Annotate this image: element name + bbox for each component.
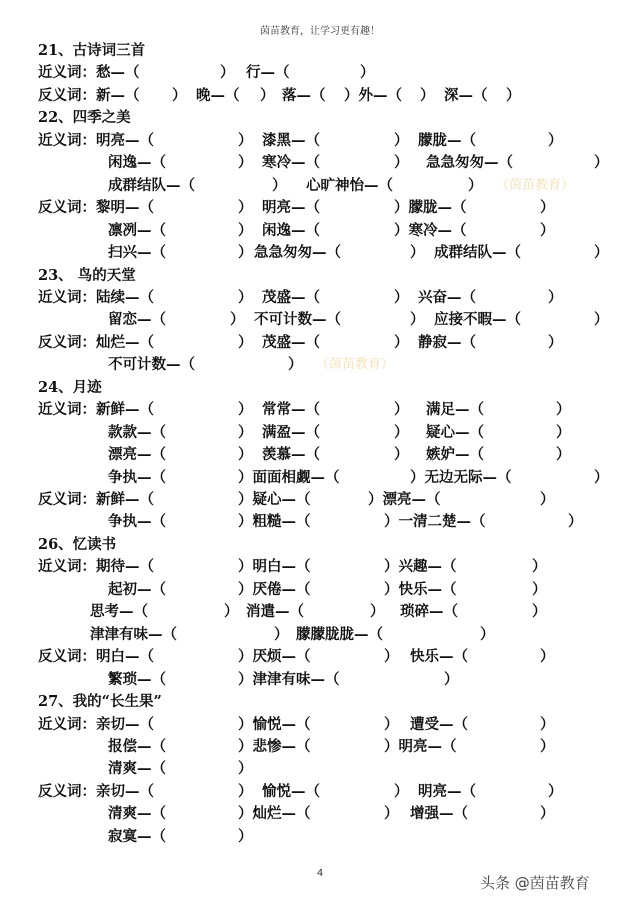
line-segment: 近义词：明亮—（ xyxy=(38,131,154,149)
line-segment: ） xyxy=(394,131,409,149)
line-segment: ） xyxy=(238,760,253,778)
line-segment: ） xyxy=(370,603,385,621)
line-segment: ） xyxy=(238,288,253,306)
line-segment: 反义词：新—（ xyxy=(38,86,140,104)
line-segment: ） xyxy=(548,782,563,800)
line-segment: ）朦胧—（ xyxy=(394,199,467,217)
line-segment: ）粗糙—（ xyxy=(238,513,311,531)
line-segment: 扫兴—（ xyxy=(108,244,166,262)
line-segment: ） xyxy=(540,715,555,733)
line-segment: 近义词：愁—（ xyxy=(38,64,140,82)
line-segment: 羡慕—（ xyxy=(262,446,320,464)
line-segment: ） xyxy=(548,288,563,306)
line-segment: 繁琐—（ xyxy=(108,670,166,688)
line-segment: ）寒冷—（ xyxy=(394,221,467,239)
line-segment: 朦朦胧胧—（ xyxy=(296,625,383,643)
line-segment: ）面面相觑—（ xyxy=(238,468,340,486)
line-segment: ） xyxy=(556,423,571,441)
line-segment: 24、月迹 xyxy=(38,378,102,396)
line-segment: 清爽—（ xyxy=(108,805,166,823)
line-segment: ） xyxy=(238,221,253,239)
line-segment: ）无边无际—（ xyxy=(410,468,512,486)
line-segment: 反义词：明白—（ xyxy=(38,648,154,666)
source-credit: 头条 @茵苗教育 xyxy=(480,874,590,892)
line-segment: 23、 鸟的天堂 xyxy=(38,266,136,284)
line-segment: ） xyxy=(238,827,253,845)
line-segment: ）厌倦—（ xyxy=(238,580,311,598)
line-segment: ） xyxy=(548,333,563,351)
line-segment: ） xyxy=(224,603,239,621)
line-segment: 茂盛—（ xyxy=(262,333,320,351)
line-segment: 思考—（ xyxy=(90,603,148,621)
line-segment: 茂盛—（ xyxy=(262,288,320,306)
line-segment: 漂亮—（ xyxy=(108,446,166,464)
line-segment: ） xyxy=(230,311,245,329)
line-segment: 21、古诗词三首 xyxy=(38,42,146,59)
line-segment: ） xyxy=(540,221,555,239)
line-segment: ） xyxy=(394,288,409,306)
line-segment: ） xyxy=(420,86,435,104)
line-segment: ） xyxy=(594,311,609,329)
line-segment: 26、忆读书 xyxy=(38,535,117,553)
line-segment: ）明亮—（ xyxy=(384,737,457,755)
line-segment: ）津津有味—（ xyxy=(238,670,340,688)
line-segment: ） xyxy=(394,446,409,464)
line-segment: ） xyxy=(274,625,289,643)
line-segment: 愉悦—（ xyxy=(262,782,320,800)
line-segment: 应接不暇—（ xyxy=(434,311,521,329)
line-segment: 消遣—（ xyxy=(246,603,304,621)
line-segment: ） xyxy=(540,648,555,666)
line-segment: ）明白—（ xyxy=(238,558,311,576)
line-segment: ） xyxy=(540,199,555,217)
line-segment: ） xyxy=(394,423,409,441)
line-segment: ）外—（ xyxy=(344,86,402,104)
page-header: 茵苗教育，让学习更有趣！ xyxy=(260,26,380,37)
line-segment: 静寂—（ xyxy=(418,333,476,351)
line-segment: 反义词：灿烂—（ xyxy=(38,333,154,351)
line-segment: ） xyxy=(410,311,425,329)
line-segment: ） xyxy=(410,244,425,262)
line-segment: 争执—（ xyxy=(108,513,166,531)
line-segment: 反义词：亲切—（ xyxy=(38,782,154,800)
line-segment: 深—（ xyxy=(444,86,488,104)
watermark-text: （茵苗教育） xyxy=(316,357,395,373)
line-segment: ）疑心—（ xyxy=(238,491,311,508)
line-segment: ） xyxy=(238,423,253,441)
line-segment: 落—（ xyxy=(282,86,326,104)
line-segment: ）愉悦—（ xyxy=(238,715,311,733)
line-segment: ）厌烦—（ xyxy=(238,648,311,666)
line-segment: 反义词：新鲜—（ xyxy=(38,491,154,508)
line-segment: 不可计数—（ xyxy=(108,356,195,374)
line-segment: 反义词：黎明—（ xyxy=(38,199,154,217)
line-segment: 近义词：亲切—（ xyxy=(38,715,154,733)
line-segment: ） xyxy=(384,715,399,733)
line-segment: 遭受—（ xyxy=(410,715,468,733)
line-segment: ） xyxy=(384,805,399,823)
line-segment: ） xyxy=(556,446,571,464)
line-segment: ） xyxy=(394,333,409,351)
line-segment: ） xyxy=(506,86,521,104)
line-segment: ） xyxy=(394,782,409,800)
line-segment: 近义词：期待—（ xyxy=(38,558,154,576)
line-segment: ）快乐—（ xyxy=(384,580,457,598)
line-segment: 27、我的“长生果” xyxy=(38,693,162,711)
line-segment: 明亮—（ xyxy=(262,199,320,217)
line-segment: ） xyxy=(532,580,547,598)
line-segment: ） xyxy=(532,603,547,621)
line-segment: ） xyxy=(394,154,409,172)
line-segment: 清爽—（ xyxy=(108,760,166,778)
line-segment: ） xyxy=(384,648,399,666)
page-number: 4 xyxy=(316,868,324,879)
line-segment: ） xyxy=(238,782,253,800)
line-segment: 寒冷—（ xyxy=(262,154,320,172)
line-segment: ） xyxy=(556,401,571,419)
line-segment: ） xyxy=(548,131,563,149)
line-segment: 闲逸—（ xyxy=(262,221,320,239)
line-segment: 急急匆匆—（ xyxy=(426,154,513,172)
line-segment: 成群结队—（ xyxy=(434,244,521,262)
line-segment: ） xyxy=(480,625,495,643)
line-segment: 报偿—（ xyxy=(108,737,166,755)
line-segment: ）漂亮—（ xyxy=(368,491,441,508)
line-segment: 心旷神怡—（ xyxy=(306,176,393,194)
line-segment: 漆黑—（ xyxy=(262,131,320,149)
watermark-text: （茵苗教育） xyxy=(496,177,575,193)
line-segment: ） xyxy=(238,154,253,172)
line-segment: ）一清二楚—（ xyxy=(384,513,486,531)
line-segment: ） xyxy=(360,64,375,82)
line-segment: 兴奋—（ xyxy=(418,288,476,306)
line-segment: 常常—（ xyxy=(262,401,320,419)
line-segment: ） xyxy=(238,199,253,217)
line-segment: ） xyxy=(394,401,409,419)
line-segment: ） xyxy=(540,491,555,508)
line-segment: 快乐—（ xyxy=(410,648,468,666)
line-segment: ） xyxy=(238,446,253,464)
line-segment: ） xyxy=(238,244,253,262)
line-segment: ） xyxy=(238,333,253,351)
line-segment: 晚—（ xyxy=(196,86,240,104)
line-segment: ） xyxy=(238,401,253,419)
line-segment: 琐碎—（ xyxy=(400,603,458,621)
line-segment: 寂寞—（ xyxy=(108,827,166,845)
line-segment: 款款—（ xyxy=(108,423,166,441)
line-segment: ） xyxy=(172,86,187,104)
line-segment: ） xyxy=(594,244,609,262)
line-segment: ）灿烂—（ xyxy=(238,805,311,823)
line-segment: ） xyxy=(260,86,275,104)
line-segment: ） xyxy=(288,356,303,374)
line-segment: 凛冽—（ xyxy=(108,221,166,239)
line-segment: ） xyxy=(444,670,459,688)
line-segment: ） xyxy=(594,154,609,172)
line-segment: ） xyxy=(532,558,547,576)
line-segment: 不可计数—（ xyxy=(254,311,341,329)
line-segment: 疑心—（ xyxy=(426,423,484,441)
line-segment: 满盈—（ xyxy=(262,423,320,441)
line-segment: 明亮—（ xyxy=(418,782,476,800)
line-segment: ） xyxy=(540,805,555,823)
line-segment: 近义词：陆续—（ xyxy=(38,288,154,306)
line-segment: ） xyxy=(468,176,483,194)
line-segment: 起初—（ xyxy=(108,580,166,598)
line-segment: 留恋—（ xyxy=(108,311,166,329)
line-segment: 增强—（ xyxy=(410,805,468,823)
line-segment: ）悲惨—（ xyxy=(238,737,311,755)
line-segment: 嫉妒—（ xyxy=(426,446,484,464)
line-segment: 津津有味—（ xyxy=(90,625,177,643)
line-segment: ） xyxy=(540,737,555,755)
line-segment: ）兴趣—（ xyxy=(384,558,457,576)
line-segment: 朦胧—（ xyxy=(418,131,476,149)
line-segment: ） xyxy=(594,468,609,486)
line-segment: ） xyxy=(238,131,253,149)
line-segment: 近义词：新鲜—（ xyxy=(38,401,154,419)
line-segment: ） xyxy=(272,176,287,194)
line-segment: 争执—（ xyxy=(108,468,166,486)
line-segment: ） xyxy=(568,513,583,531)
line-segment: ） xyxy=(220,64,235,82)
line-segment: 闲逸—（ xyxy=(108,154,166,172)
line-segment: 22、四季之美 xyxy=(38,109,131,127)
line-segment: 行—（ xyxy=(246,64,290,82)
line-segment: 成群结队—（ xyxy=(108,176,195,194)
line-segment: 满足—（ xyxy=(426,401,484,419)
line-segment: 急急匆匆—（ xyxy=(254,244,341,262)
